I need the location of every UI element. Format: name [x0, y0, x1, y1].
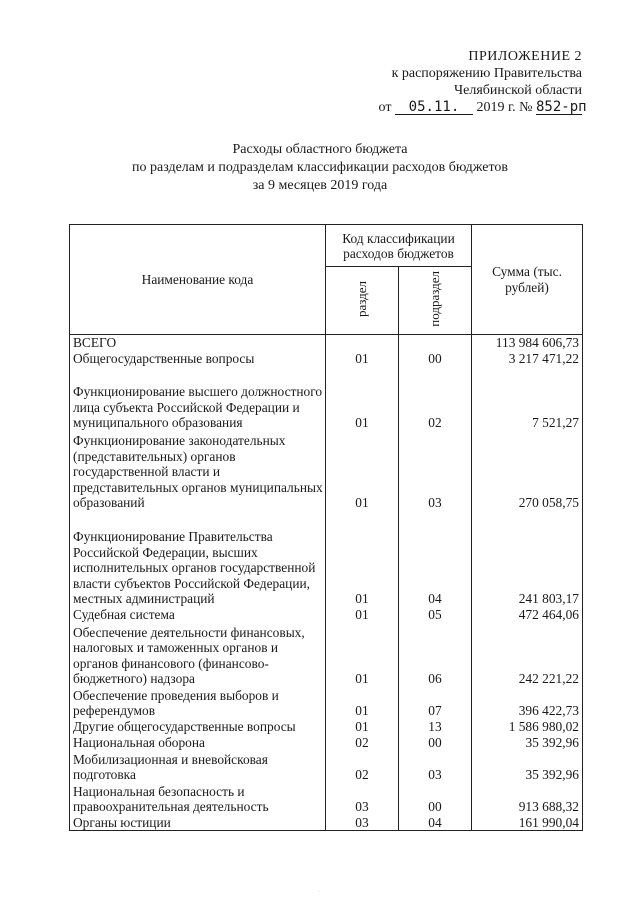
row-name: Общегосударственные вопросы	[70, 351, 326, 367]
header-code-group: Код классификации расходов бюджетов	[326, 225, 472, 267]
table-row	[70, 719, 583, 735]
title-line-2: по разделам и подразделам классификации расходов бюджетов	[131, 160, 509, 175]
row-subsection: 02	[399, 367, 472, 431]
table-body	[70, 335, 583, 831]
row-subsection: 13	[399, 719, 472, 735]
title-line-3: за 9 месяцев 2019 года	[252, 178, 388, 193]
decree-line	[332, 99, 587, 116]
table-row	[70, 431, 583, 511]
decree-number: 852-рп	[536, 99, 587, 115]
appendix-line-2: Челябинской области	[454, 83, 582, 98]
budget-table	[69, 224, 583, 831]
row-subsection: 07	[399, 687, 472, 719]
table-row	[70, 735, 583, 751]
row-sum: 161 990,04	[472, 815, 583, 831]
row-subsection: 00	[399, 351, 472, 367]
appendix-line-1: к распоряжению Правительства	[391, 66, 582, 81]
row-section: 01	[326, 511, 399, 607]
row-subsection: 04	[399, 815, 472, 831]
row-name: ВСЕГО	[70, 335, 326, 351]
table-row	[70, 511, 583, 607]
row-subsection: 00	[399, 783, 472, 815]
row-section: 03	[326, 815, 399, 831]
decree-date: 05.11.	[395, 100, 473, 115]
row-sum: 270 058,75	[472, 431, 583, 511]
page-speck: ·	[318, 890, 320, 895]
row-name: Судебная система	[70, 607, 326, 623]
row-sum: 35 392,96	[472, 751, 583, 783]
row-sum: 241 803,17	[472, 511, 583, 607]
row-name: Органы юстиции	[70, 815, 326, 831]
row-sum: 35 392,96	[472, 735, 583, 751]
row-section	[326, 335, 399, 351]
row-name: Функционирование Правительства Российской Федерации, высших исполнительных органов государственной власти субъектов Российской Федерации, местных администраций	[70, 511, 326, 607]
row-subsection: 03	[399, 751, 472, 783]
row-sum: 913 688,32	[472, 783, 583, 815]
table-row	[70, 751, 583, 783]
row-sum: 113 984 606,73	[472, 335, 583, 351]
row-section: 01	[326, 351, 399, 367]
year-label: 2019 г. №	[476, 100, 533, 115]
row-subsection: 04	[399, 511, 472, 607]
table-row	[70, 351, 583, 367]
row-name: Национальная оборона	[70, 735, 326, 751]
row-subsection: 05	[399, 607, 472, 623]
from-label: от	[378, 100, 392, 115]
appendix-title: ПРИЛОЖЕНИЕ 2	[468, 49, 582, 64]
row-sum: 472 464,06	[472, 607, 583, 623]
header-subsection	[399, 267, 472, 335]
row-section: 01	[326, 719, 399, 735]
row-section: 03	[326, 783, 399, 815]
row-section: 01	[326, 623, 399, 687]
row-subsection	[399, 335, 472, 351]
table-row	[70, 367, 583, 431]
header-subsection-label: подраздел	[427, 270, 442, 327]
row-sum: 396 422,73	[472, 687, 583, 719]
row-section: 01	[326, 367, 399, 431]
row-section: 01	[326, 607, 399, 623]
table-row	[70, 687, 583, 719]
table-row	[70, 623, 583, 687]
table-row	[70, 783, 583, 815]
row-subsection: 06	[399, 623, 472, 687]
header-sum: Сумма (тыс. рублей)	[472, 225, 583, 335]
table-row	[70, 607, 583, 623]
title-line-1: Расходы областного бюджета	[232, 142, 408, 157]
row-subsection: 03	[399, 431, 472, 511]
row-section: 01	[326, 687, 399, 719]
row-sum: 7 521,27	[472, 367, 583, 431]
row-section: 02	[326, 751, 399, 783]
row-sum: 242 221,22	[472, 623, 583, 687]
row-subsection: 00	[399, 735, 472, 751]
row-name: Обеспечение проведения выборов и референдумов	[70, 687, 326, 719]
header-name: Наименование кода	[70, 225, 326, 335]
table-row	[70, 335, 583, 351]
header-section	[326, 267, 399, 335]
header-section-label: раздел	[354, 280, 369, 317]
row-name: Мобилизационная и вневойсковая подготовка	[70, 751, 326, 783]
document-title	[60, 141, 580, 195]
row-section: 01	[326, 431, 399, 511]
row-name: Функционирование законодательных (представительных) органов государственной власти и представительных органов муниципальных образований	[70, 431, 326, 511]
appendix-block	[332, 48, 587, 116]
row-sum: 1 586 980,02	[472, 719, 583, 735]
table-row	[70, 815, 583, 831]
row-name: Национальная безопасность и правоохранительная деятельность	[70, 783, 326, 815]
row-name: Другие общегосударственные вопросы	[70, 719, 326, 735]
row-section: 02	[326, 735, 399, 751]
row-name: Функционирование высшего должностного лица субъекта Российской Федерации и муниципального образования	[70, 367, 326, 431]
row-sum: 3 217 471,22	[472, 351, 583, 367]
row-name: Обеспечение деятельности финансовых, налоговых и таможенных органов и органов финансового (финансово-бюджетного) надзора	[70, 623, 326, 687]
